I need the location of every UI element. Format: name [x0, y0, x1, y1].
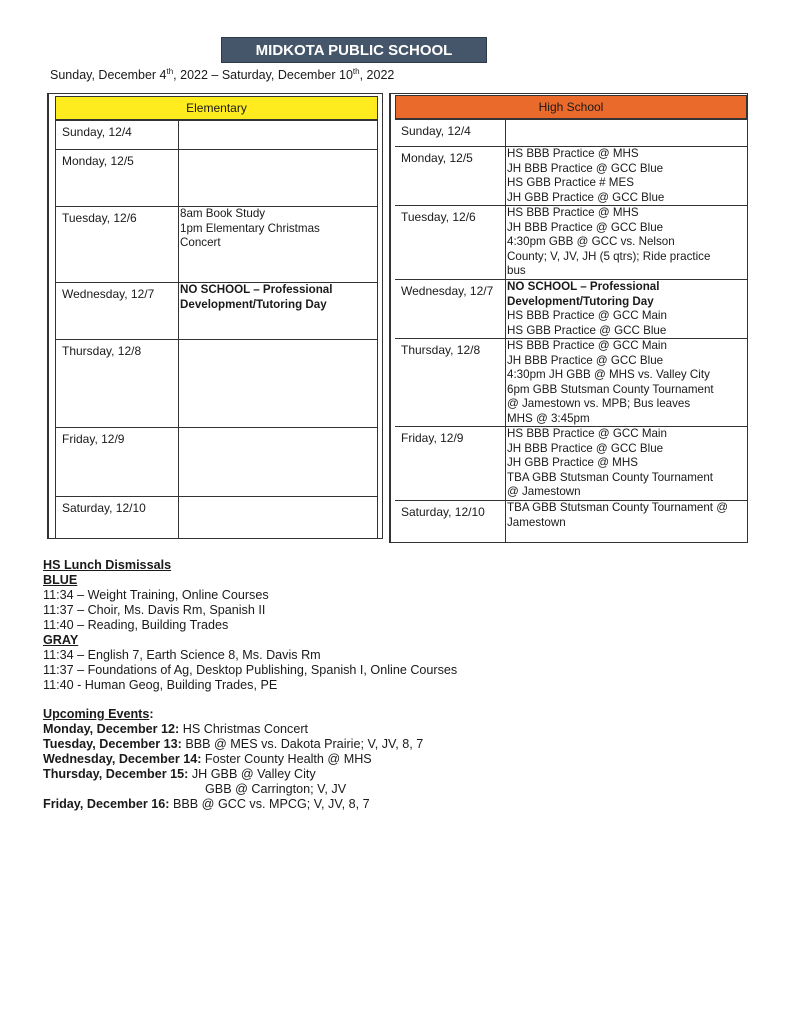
- schedule-row: [55, 496, 378, 538]
- gray-line: 11:40 - Human Geog, Building Trades, PE: [43, 678, 278, 692]
- event-text: @ Jamestown vs. MPB; Bus leaves: [507, 397, 691, 411]
- week-date-range: Sunday, December 4th, 2022 – Saturday, December 10th, 2022: [50, 67, 395, 83]
- events-cell: [506, 206, 747, 279]
- event-text: JH BBB Practice @ GCC Blue: [507, 441, 664, 455]
- event-text: JH BBB Practice @ GCC Blue: [507, 353, 664, 367]
- day-cell: Saturday, 12/10: [395, 501, 506, 542]
- event-text: 1pm Elementary Christmas: [180, 221, 320, 235]
- gray-line: 11:37 – Foundations of Ag, Desktop Publishing, Spanish I, Online Courses: [43, 663, 458, 677]
- elementary-heading: Elementary: [55, 96, 378, 120]
- event-line: Wednesday, December 14: Foster County Health @ MHS: [43, 752, 372, 766]
- day-cell: Sunday, 12/4: [395, 120, 506, 146]
- schedule-row: [395, 146, 747, 205]
- event-line: Monday, December 12: HS Christmas Concert: [43, 722, 309, 736]
- upcoming-events: [43, 707, 423, 812]
- event-text: HS BBB Practice @ GCC Main: [507, 427, 667, 440]
- schedule-row: [395, 500, 747, 542]
- event-text: bus: [507, 264, 526, 278]
- event-text: HS GBB Practice @ GCC Blue: [507, 323, 667, 337]
- event-text: NO SCHOOL – Professional: [507, 280, 660, 293]
- event-text: HS BBB Practice @ MHS: [507, 206, 639, 219]
- event-text: MHS @ 3:45pm: [507, 411, 590, 425]
- blue-line: 11:34 – Weight Training, Online Courses: [43, 588, 269, 602]
- event-text: 4:30pm GBB @ GCC vs. Nelson: [507, 235, 675, 249]
- day-cell: Monday, 12/5: [395, 147, 506, 205]
- events-cell: [506, 427, 747, 500]
- events-cell: [506, 339, 747, 426]
- elementary-schedule-table: [47, 93, 383, 539]
- event-text: TBA GBB Stutsman County Tournament @: [507, 501, 728, 514]
- event-text: HS BBB Practice @ MHS: [507, 147, 639, 160]
- schedule-row: [395, 205, 747, 279]
- event-text: 6pm GBB Stutsman County Tournament: [507, 382, 714, 396]
- event-text: County; V, JV, JH (5 qtrs); Ride practice: [507, 249, 711, 263]
- gray-heading: GRAY: [43, 633, 79, 647]
- day-cell: Thursday, 12/8: [56, 340, 179, 427]
- event-text: TBA GBB Stutsman County Tournament: [507, 470, 713, 484]
- blue-line: 11:40 – Reading, Building Trades: [43, 618, 229, 632]
- lunch-dismissals: [43, 558, 457, 693]
- event-text: Development/Tutoring Day: [180, 297, 327, 311]
- lunch-heading: HS Lunch Dismissals: [43, 558, 172, 572]
- high-school-heading: High School: [395, 95, 747, 119]
- event-line: Thursday, December 15: JH GBB @ Valley City: [43, 767, 316, 781]
- school-title: MIDKOTA PUBLIC SCHOOL: [222, 38, 486, 62]
- event-text: JH GBB Practice @ MHS: [507, 456, 638, 470]
- upcoming-heading: Upcoming Events:: [43, 707, 154, 721]
- events-cell: [179, 150, 377, 206]
- event-line: Friday, December 16: BBB @ GCC vs. MPCG; V, JV, 8, 7: [43, 797, 370, 811]
- events-cell: [506, 280, 747, 338]
- blue-line: 11:37 – Choir, Ms. Davis Rm, Spanish II: [43, 603, 266, 617]
- schedule-row: [55, 120, 378, 149]
- event-line: GBB @ Carrington; V, JV: [205, 782, 347, 796]
- schedule-row: [395, 338, 747, 426]
- high-school-schedule-table: [389, 93, 748, 543]
- event-text: NO SCHOOL – Professional: [180, 283, 333, 296]
- events-cell: [179, 497, 377, 538]
- event-line: Tuesday, December 13: BBB @ MES vs. Dakota Prairie; V, JV, 8, 7: [43, 737, 424, 751]
- events-cell: [179, 340, 377, 427]
- day-cell: Thursday, 12/8: [395, 339, 506, 426]
- schedule-row: [395, 426, 747, 500]
- schedule-row: [55, 282, 378, 339]
- event-text: JH BBB Practice @ GCC Blue: [507, 161, 664, 175]
- events-cell: [506, 501, 747, 542]
- day-cell: Friday, 12/9: [56, 428, 179, 496]
- event-text: HS GBB Practice # MES: [507, 176, 634, 190]
- day-cell: Wednesday, 12/7: [56, 283, 179, 339]
- event-text: Development/Tutoring Day: [507, 294, 654, 308]
- event-text: Concert: [180, 236, 221, 250]
- event-text: Jamestown: [507, 515, 566, 529]
- events-cell: [506, 120, 747, 146]
- event-text: HS BBB Practice @ GCC Main: [507, 309, 667, 323]
- schedule-row: [55, 427, 378, 496]
- events-cell: [179, 121, 377, 149]
- schedule-row: [395, 119, 747, 146]
- event-text: JH GBB Practice @ GCC Blue: [507, 190, 665, 204]
- schedule-row: [55, 339, 378, 427]
- event-text: 8am Book Study: [180, 207, 266, 220]
- event-text: @ Jamestown: [507, 485, 581, 499]
- day-cell: Wednesday, 12/7: [395, 280, 506, 338]
- events-cell: [179, 428, 377, 496]
- day-cell: Friday, 12/9: [395, 427, 506, 500]
- event-text: JH BBB Practice @ GCC Blue: [507, 220, 664, 234]
- schedule-row: [395, 279, 747, 338]
- schedule-row: [55, 149, 378, 206]
- blue-heading: BLUE: [43, 573, 78, 587]
- schedule-row: [55, 206, 378, 282]
- day-cell: Tuesday, 12/6: [395, 206, 506, 279]
- event-text: 4:30pm JH GBB @ MHS vs. Valley City: [507, 368, 710, 382]
- day-cell: Sunday, 12/4: [56, 121, 179, 149]
- day-cell: Saturday, 12/10: [56, 497, 179, 538]
- day-cell: Tuesday, 12/6: [56, 207, 179, 282]
- gray-line: 11:34 – English 7, Earth Science 8, Ms. Davis Rm: [43, 648, 321, 662]
- events-cell: [506, 147, 747, 205]
- day-cell: Monday, 12/5: [56, 150, 179, 206]
- event-text: HS BBB Practice @ GCC Main: [507, 339, 667, 352]
- events-cell: [179, 283, 377, 339]
- events-cell: [179, 207, 377, 282]
